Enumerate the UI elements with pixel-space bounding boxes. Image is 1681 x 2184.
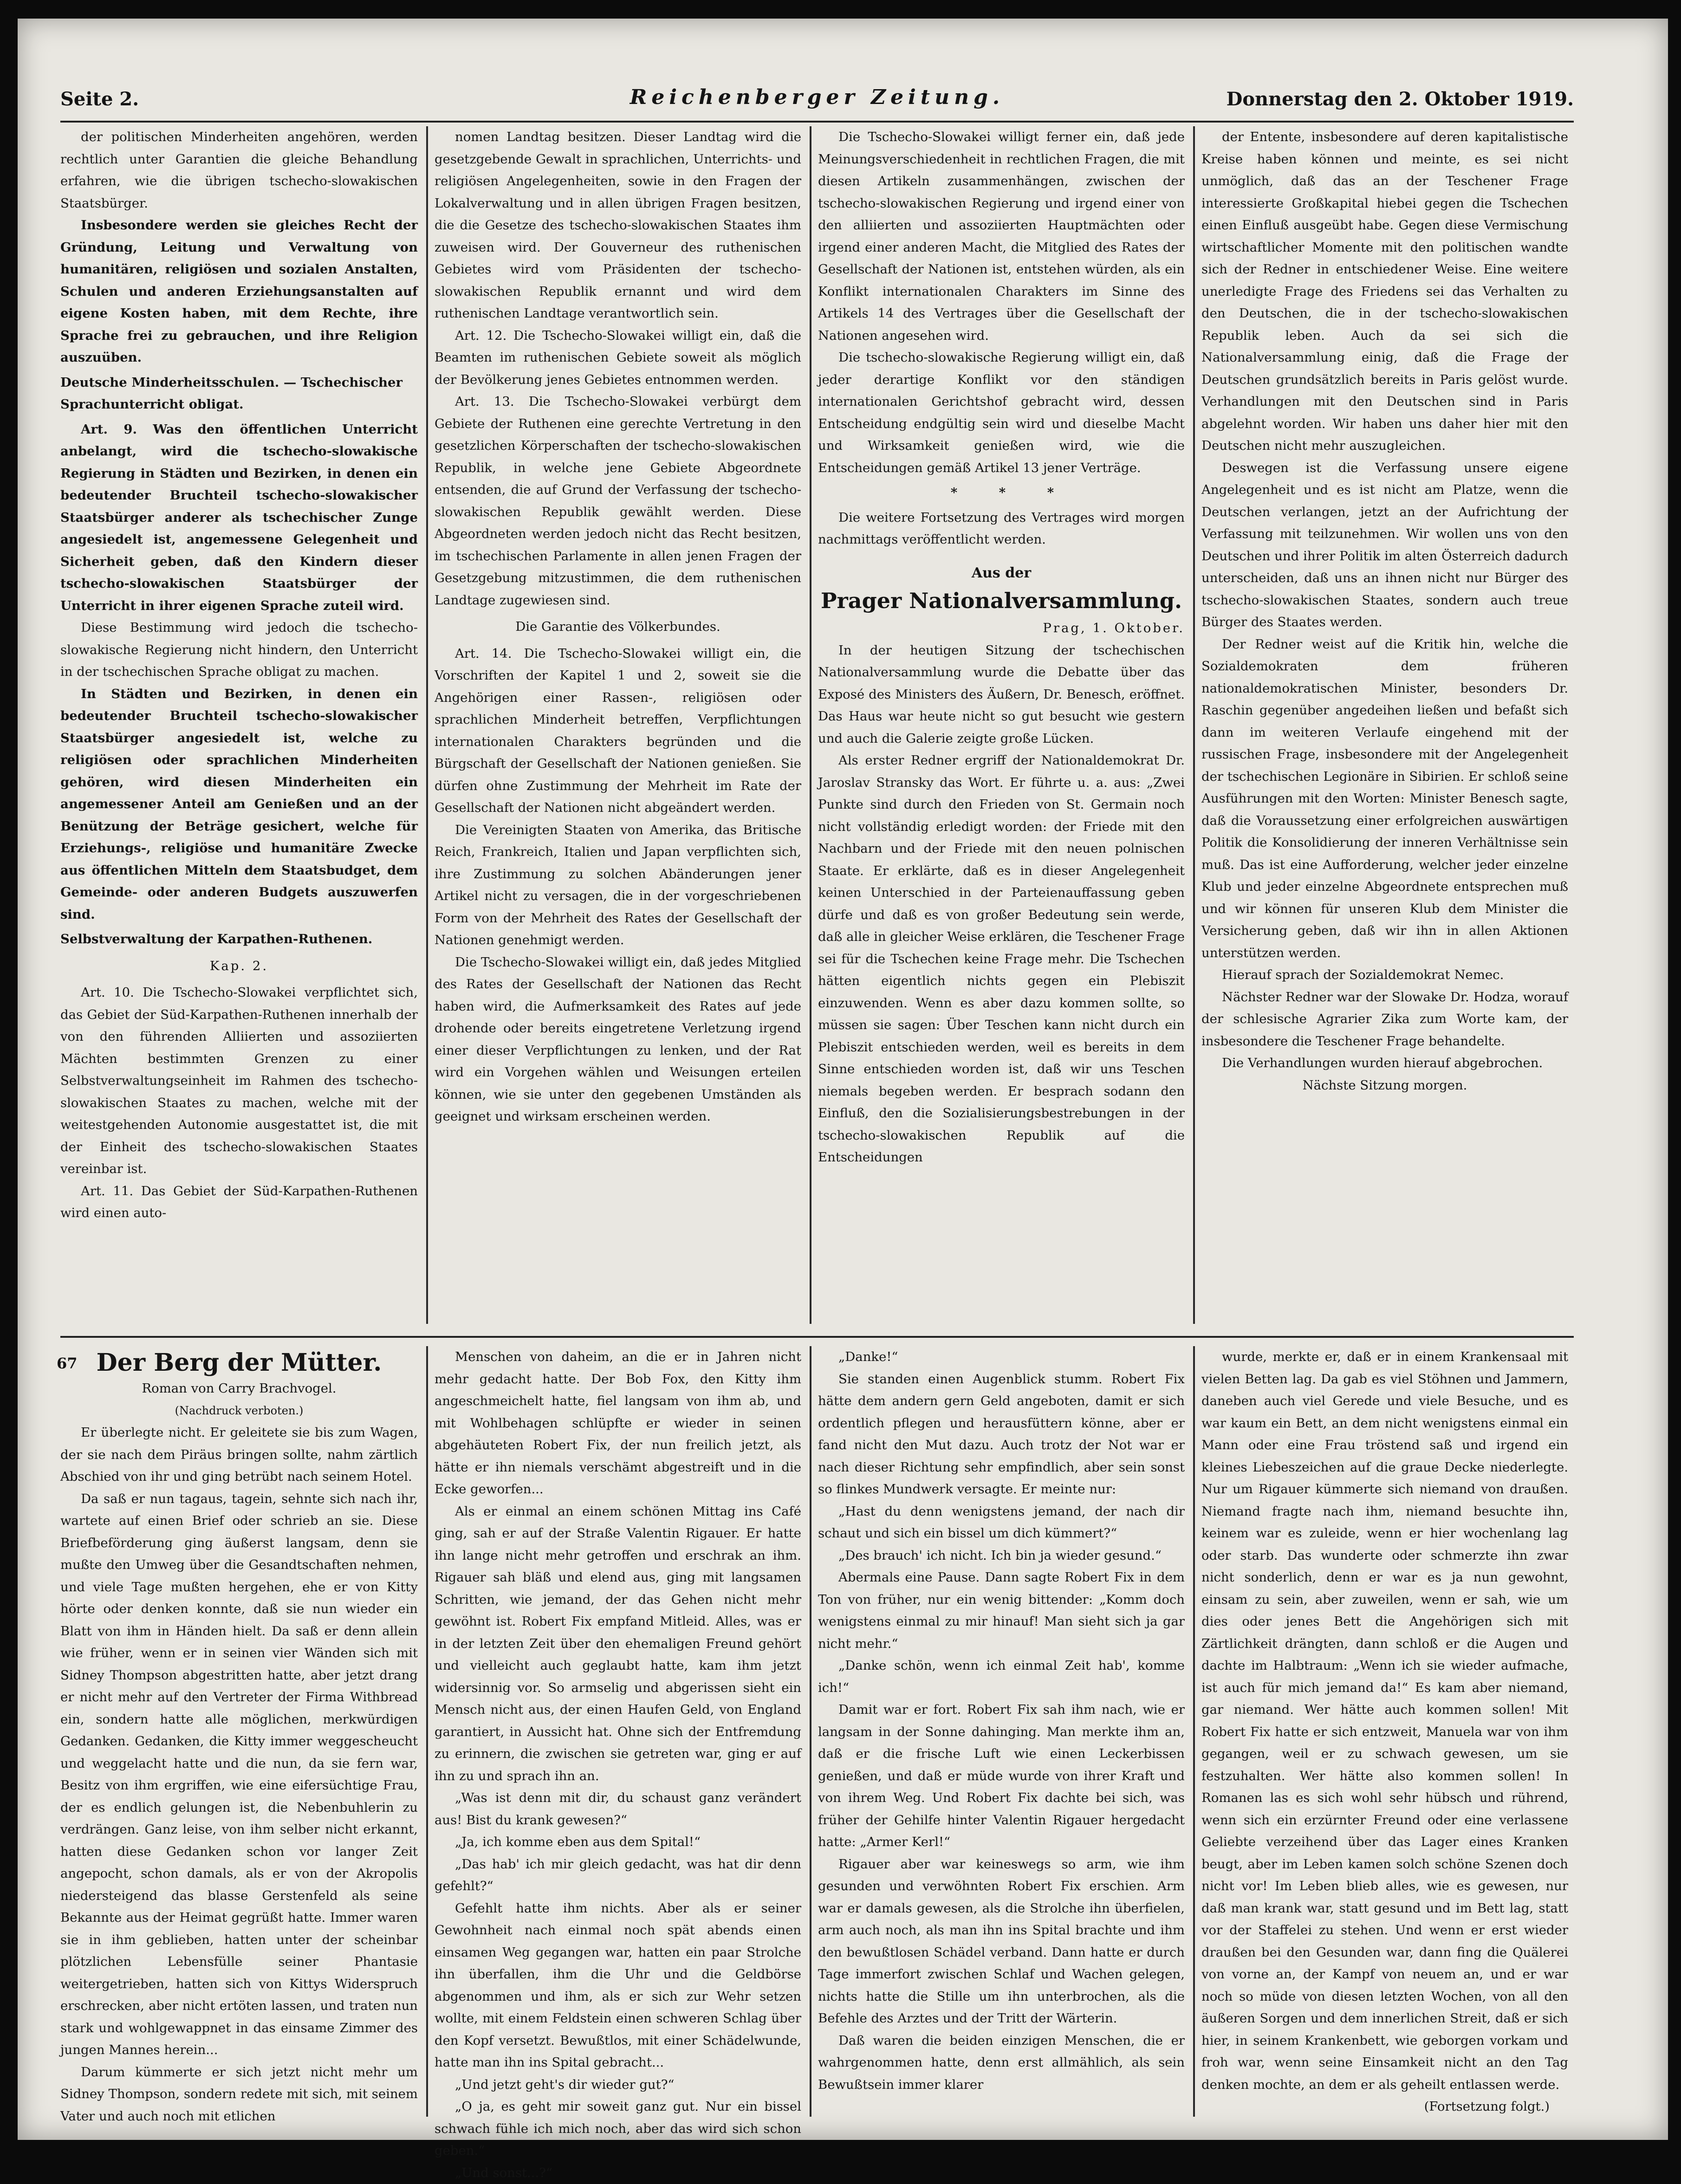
paragraph: Art. 12. Die Tschecho-Slowakei willigt ein, daß die Beamten im ruthenischen Gebiete soweit als möglich der Bevölkerung jenes Gebietes entnommen werden.	[435, 325, 801, 391]
page-number: Seite 2.	[60, 88, 139, 110]
paragraph: „Und sonst...?“	[435, 2162, 801, 2184]
paragraph: „O ja, es geht mir soweit ganz gut. Nur ein bissel schwach fühle ich mich noch, aber das wird sich schon geben.“	[435, 2096, 801, 2162]
paragraph: Er überlegte nicht. Er geleitete sie bis zum Wagen, der sie nach dem Piräus bringen sollte, nahm zärtlich Abschied von ihr und ging betrübt nach seinem Hotel.	[60, 1422, 418, 1488]
paragraph: Die Tschecho-Slowakei willigt ein, daß jedes Mitglied des Rates der Gesellschaft der Nationen das Recht haben wird, die Aufmerksamkeit des Rates auf jede drohende oder bereits eingetretene Verletzung irgend einer dieser Verpflichtungen zu lenken, und der Rat wird ein Vorgehen wählen und Weisungen erteilen können, wie sie unter den gegebenen Umständen als geeignet und wirksam erscheinen werden.	[435, 952, 801, 1128]
paragraph: Art. 14. Die Tschecho-Slowakei willigt ein, die Vorschriften der Kapitel 1 und 2, soweit sie die Angehörigen einer Rassen-, religiösen oder sprachlichen Minderheit betreffen, Verpflichtungen internationalen Charakters begründen und die Bürgschaft der Gesellschaft der Nationen genießen. Sie dürfen ohne Zustimmung der Mehrheit im Rate der Gesellschaft der Nationen nicht abgeändert werden.	[435, 643, 801, 819]
novel-column-2	[435, 1346, 801, 2117]
masthead	[60, 79, 1574, 123]
reprint-notice: (Nachdruck verboten.)	[60, 1400, 418, 1422]
paragraph: „Was ist denn mit dir, du schaust ganz verändert aus! Bist du krank gewesen?“	[435, 1787, 801, 1831]
novel-title: Der Berg der Mütter.	[60, 1348, 418, 1378]
paragraph: Die weitere Fortsetzung des Vertrages wird morgen nachmittags veröffentlicht werden.	[818, 507, 1185, 551]
issue-date: Donnerstag den 2. Oktober 1919.	[1227, 88, 1574, 110]
paragraph: Art. 13. Die Tschecho-Slowakei verbürgt dem Gebiete der Ruthenen eine gerechte Vertretung in den gesetzlichen Körperschaften der tschecho-slowakischen Republik, in welche jene Gebiete Abgeordnete entsenden, die auf Grund der Verfassung der tschecho-slowakischen Republik gewählt werden. Diese Abgeordneten werden jedoch nicht das Recht besitzen, im tschechischen Parlamente in allen jenen Fragen der Gesetzgebung mitzustimmen, die dem ruthenischen Landtage zugewiesen sind.	[435, 391, 801, 611]
paragraph: Der Redner weist auf die Kritik hin, welche die Sozialdemokraten dem früheren nationaldemokratischen Minister, besonders Dr. Raschin gegenüber angedeihen ließen und befaßt sich dann im weiteren Verlaufe eingehend mit der russischen Frage, insbesondere mit der Angelegenheit der tschechischen Legionäre in Sibirien. Er schloß seine Ausführungen mit den Worten: Minister Benesch sagte, daß die Voraussetzung einer erfolgreichen auswärtigen Politik die Konsolidierung der inneren Verhältnisse sein muß. Das ist eine Aufforderung, welcher jeder einzelne Klub und jeder einzelne Abgeordnete entsprechen muß und wir können für unseren Klub dem Minister die Versicherung geben, daß wir ihn in allen Aktionen unterstützen werden.	[1201, 634, 1568, 965]
paragraph: Menschen von daheim, an die er in Jahren nicht mehr gedacht hatte. Der Bob Fox, den Kitty ihm angeschmeichelt hatte, fiel langsam von ihm ab, und mit Wohlbehagen schlüpfte er wieder in seinen abgehäuteten Robert Fix, der nun freilich jetzt, als hätte er ihn niemals verschämt abgestreift und in die Ecke geworfen...	[435, 1346, 801, 1501]
paragraph: Nächste Sitzung morgen.	[1201, 1075, 1568, 1097]
paragraph: „Und jetzt geht's dir wieder gut?“	[435, 2074, 801, 2096]
paragraph: In Städten und Bezirken, in denen ein bedeutender Bruchteil tschecho-slowakischer Staatsbürger angesiedelt ist, welche zu religiösen oder sprachlichen Minderheiten gehören, wird diesen Minderheiten ein angemessener Anteil am Genießen und an der Benützung der Beträge gesichert, welche für Erziehungs-, religiöse und humanitäre Zwecke aus öffentlichen Mitteln dem Staatsbudget, dem Gemeinde- oder anderen Budgets auszuwerfen sind.	[60, 683, 418, 926]
paragraph: Hierauf sprach der Sozialdemokrat Nemec.	[1201, 964, 1568, 986]
paragraph: wurde, merkte er, daß er in einem Krankensaal mit vielen Betten lag. Da gab es viel Stöhnen und Jammern, daneben auch viel Gerede und viele Besuche, und es war kaum ein Bett, an dem nicht wenigstens einmal ein Mann oder eine Frau tröstend saß und irgend ein kleines Liebeszeichen auf die graue Decke niederlegte. Nur um Rigauer kümmerte sich niemand von draußen. Niemand fragte nach ihm, niemand besuchte ihn, keinem war es zuleide, wenn er hier wochenlang lag oder starb. Das wunderte oder schmerzte ihn zwar nicht sonderlich, denn er war es ja nun gewohnt, einsam zu sein, aber zuweilen, wenn er sah, wie um dies oder jenes Bett die Angehörigen sich mit Zärtlichkeit drängten, dann schloß er die Augen und dachte im Halbtraum: „Wenn ich sie wieder aufmache, ist auch für mich jemand da!“ Es kam aber niemand, gar niemand. Wer hätte auch kommen sollen! Mit Robert Fix hatte er sich entzweit, Manuela war von ihm gegangen, weil er zu schwach gewesen, um sie festzuhalten. Wer hätte also kommen sollen! In Romanen las es sich wohl sehr hübsch und rührend, wenn sich ein erzürnter Freund oder eine verlassene Geliebte verzeihend über das Lager eines Kranken beugt, aber im Leben kamen solch schöne Szenen doch nicht vor! Im Leben blieb alles, wie es gewesen, nur daß man krank war, statt gesund und im Bett lag, statt vor der Staffelei zu stehen. Und wenn er erst wieder draußen bei den Gesunden war, dann fing die Quälerei von vorne an, der Kampf von neuem an, und er war noch so müde von diesen letzten Wochen, von all den äußeren Sorgen und dem innerlichen Streit, daß er sich hier, in seinem Krankenbett, wie geborgen vorkam und froh war, wenn seine Einsamkeit nicht an den Tag denken mochte, an dem er als geheilt entlassen werde.	[1201, 1346, 1568, 2096]
paragraph: Rigauer aber war keineswegs so arm, wie ihm gesunden und verwöhnten Robert Fix erschien. Arm war er damals gewesen, als die Strolche ihn überfielen, arm auch noch, als man ihn ins Spital brachte und ihm den bewußtlosen Schädel verband. Dann hatte er durch Tage immerfort zwischen Schlaf und Wachen gelegen, nichts hatte die Stille um ihn unterbrochen, als die Befehle des Arztes und der Tritt der Wärterin.	[818, 1853, 1185, 2030]
paragraph: „Danke schön, wenn ich einmal Zeit hab', komme ich!“	[818, 1655, 1185, 1699]
article-column-1	[60, 126, 418, 1324]
paragraph: Gefehlt hatte ihm nichts. Aber als er seiner Gewohnheit nach einmal noch spät abends einen einsamen Weg gegangen war, hatten ein paar Strolche ihn überfallen, ihm die Uhr und die Geldbörse abgenommen und ihm, als er sich zur Wehr setzen wollte, mit einem Feldstein einen schweren Schlag über den Kopf versetzt. Bewußtlos, mit einer Schädelwunde, hatte man ihn ins Spital gebracht...	[435, 1898, 801, 2074]
paragraph: Damit war er fort. Robert Fix sah ihm nach, wie er langsam in der Sonne dahinging. Man merkte ihm an, daß er die frische Luft wie einen Leckerbissen genießen, und daß er müde wurde von ihrer Kraft und von ihrem Weg. Und Robert Fix dachte bei sich, was früher der Gehilfe hinter Valentin Rigauer hergedacht hatte: „Armer Kerl!“	[818, 1699, 1185, 1853]
paragraph: „Hast du denn wenigstens jemand, der nach dir schaut und sich ein bissel um dich kümmert?“	[818, 1501, 1185, 1545]
continued-note: (Fortsetzung folgt.)	[1201, 2096, 1568, 2118]
paragraph: In der heutigen Sitzung der tschechischen Nationalversammlung wurde die Debatte über das Exposé des Ministers des Äußern, Dr. Benesch, eröffnet. Das Haus war heute nicht so gut besucht wie gestern und auch die Galerie zeigte große Lücken.	[818, 640, 1185, 750]
paragraph: Art. 9. Was den öffentlichen Unterricht anbelangt, wird die tschecho-slowakische Regierung in Städten und Bezirken, in denen ein bedeutender Bruchteil tschecho-slowakischer Staatsbürger anderer als tschechischer Zunge angesiedelt ist, angemessene Gelegenheit und Sicherheit geben, daß den Kindern dieser tschecho-slowakischen Staatsbürger der Unterricht in ihrer eigenen Sprache zuteil wird.	[60, 419, 418, 617]
paragraph: Die Tschecho-Slowakei willigt ferner ein, daß jede Meinungsverschiedenheit in rechtlichen Fragen, die mit diesen Artikeln zusammenhängen, zwischen der tschecho-slowakischen Regierung und irgend einer von den alliierten und assoziierten Hauptmächten oder irgend einer anderen Macht, die Mitglied des Rates der Gesellschaft der Nationen ist, entstehen würden, als ein Konflikt internationalen Charakters im Sinne des Artikels 14 des Vertrages über die Gesellschaft der Nationen angesehen wird.	[818, 126, 1185, 347]
column-divider	[426, 126, 428, 1324]
paragraph: „Danke!“	[818, 1346, 1185, 1368]
column-divider	[810, 126, 811, 1324]
column-divider	[426, 1346, 428, 2117]
paragraph: Diese Bestimmung wird jedoch die tschecho-slowakische Regierung nicht hindern, den Unterricht in der tschechischen Sprache obligat zu machen.	[60, 617, 418, 683]
paragraph: Als er einmal an einem schönen Mittag ins Café ging, sah er auf der Straße Valentin Rigauer. Er hatte ihn lange nicht mehr getroffen und erschrak an ihm. Rigauer sah bläß und elend aus, ging mit langsamen Schritten, wie jemand, der das Gehen nicht mehr gewöhnt ist. Robert Fix empfand Mitleid. Alles, was er in der letzten Zeit über den ehemaligen Freund gehört und vielleicht auch geglaubt hatte, kam ihm jetzt widersinnig vor. So armselig und abgerissen sieht ein Mensch nicht aus, der einen Haufen Geld, von England garantiert, in Aussicht hat. Ohne sich der Entfremdung zu erinnern, die zwischen sie getreten war, ging er auf ihn zu und sprach ihn an.	[435, 1501, 801, 1788]
paragraph: Darum kümmerte er sich jetzt nicht mehr um Sidney Thompson, sondern redete mit sich, mit seinem Vater und auch noch mit etlichen	[60, 2061, 418, 2128]
paragraph: Kap. 2.	[60, 955, 418, 978]
paragraph: Die Garantie des Völkerbundes.	[435, 616, 801, 638]
paragraph: Daß waren die beiden einzigen Menschen, die er wahrgenommen hatte, denn erst allmählich, als sein Bewußtsein immer klarer	[818, 2030, 1185, 2096]
column-divider	[1193, 126, 1195, 1324]
newspaper-title: Reichenberger Zeitung.	[60, 85, 1574, 109]
column-divider	[1193, 1346, 1195, 2117]
paragraph: Die Vereinigten Staaten von Amerika, das Britische Reich, Frankreich, Italien und Japan verpflichten sich, ihre Zustimmung zu solchen Abänderungen jener Artikel nicht zu versagen, die in der vorgeschriebenen Form von der Mehrheit des Rates der Gesellschaft der Nationen genehmigt werden.	[435, 819, 801, 952]
paragraph: der Entente, insbesondere auf deren kapitalistische Kreise haben können und meinte, es sei nicht unmöglich, daß das an der Teschener Frage interessierte Großkapital hiebei gegen die Tschechen einen Einfluß ausgeübt habe. Gegen diese Vermischung wirtschaftlicher Momente mit den politischen wandte sich der Redner in entschiedener Weise. Eine weitere unerledigte Frage des Friedens sei das Verhalten zu den Deutschen, die in der tschecho-slowakischen Republik leben. Auch da sei sich die Nationalversammlung einig, daß die Frage der Deutschen grundsätzlich bereits in Paris gelöst wurde. Verhandlungen mit den Deutschen sind in Paris abgelehnt worden. Wir haben uns daher hier mit den Deutschen nicht mehr auszugleichen.	[1201, 126, 1568, 457]
paragraph: Die tschecho-slowakische Regierung willigt ein, daß jeder derartige Konflikt vor den ständigen internationalen Gerichtshof gebracht wird, dessen Entscheidung endgültig sein wird und dieselbe Macht und Wirksamkeit genießen wird, wie die Entscheidungen gemäß Artikel 13 jener Verträge.	[818, 347, 1185, 479]
paragraph: Selbstverwaltung der Karpathen-Ruthenen.	[60, 928, 418, 951]
paragraph: Prag, 1. Oktober.	[818, 617, 1185, 640]
paragraph: Prager Nationalversammlung.	[818, 587, 1185, 615]
newspaper-page	[18, 19, 1668, 2140]
paragraph: Aus der	[818, 562, 1185, 584]
article-column-2	[435, 126, 801, 1324]
paragraph: Nächster Redner war der Slowake Dr. Hodza, worauf der schlesische Agrarier Zika zum Worte kam, der insbesondere die Teschener Frage behandelte.	[1201, 986, 1568, 1053]
paragraph: Als erster Redner ergriff der Nationaldemokrat Dr. Jaroslav Stransky das Wort. Er führte u. a. aus: „Zwei Punkte sind durch den Frieden von St. Germain noch nicht vollständig erledigt worden: der Friede mit den Nachbarn und der Friede mit den neuen polnischen Staate. Er erklärte, daß es in dieser Angelegenheit keinen Unterschied in der Parteienauffassung geben dürfe und daß es von großer Bedeutung sein werde, daß alle in gleicher Weise erklären, die Teschener Frage sei für die Tschechen keine Frage mehr. Die Tschechen hätten eigentlich nichts gegen ein Plebiszit einzuwenden. Wenn es aber dazu kommen sollte, so müssen sie sagen: Über Teschen kann nicht durch ein Plebiszit entschieden werden, weil es bereits in dem Sinne entschieden worden ist, daß wir uns Teschen niemals begeben werden. Er besprach sodann den Einfluß, den die Sozialisierungsbestrebungen in der tschecho-slowakischen Republik auf die Entscheidungen	[818, 750, 1185, 1169]
article-column-3	[818, 126, 1185, 1324]
paragraph: Deutsche Minderheitsschulen. — Tschechischer Sprachunterricht obligat.	[60, 372, 418, 416]
paragraph: * * *	[818, 482, 1185, 504]
novel-author: Roman von Carry Brachvogel.	[60, 1378, 418, 1400]
paragraph: der politischen Minderheiten angehören, werden rechtlich unter Garantien die gleiche Behandlung erfahren, wie die übrigen tschecho-slowakischen Staatsbürger.	[60, 126, 418, 214]
paragraph: Deswegen ist die Verfassung unsere eigene Angelegenheit und es ist nicht am Platze, wenn die Deutschen verlangen, jetzt an der Aufrichtung der Verfassung mit teilzunehmen. Wir wollen uns von den Deutschen und ihrer Politik im alten Österreich dadurch unterscheiden, daß uns an ihnen nicht nur Bürger des tschecho-slowakischen Staates, sondern auch treue Bürger des Staates werden.	[1201, 457, 1568, 634]
column-divider	[810, 1346, 811, 2117]
paragraph: Art. 10. Die Tschecho-Slowakei verpflichtet sich, das Gebiet der Süd-Karpathen-Ruthenen innerhalb der von den führenden Alliierten und assoziierten Mächten bestimmten Grenzen zu einer Selbstverwaltungseinheit im Rahmen des tschecho-slowakischen Staates zu machen, welche mit der weitestgehenden Autonomie ausgestattet ist, die mit der Einheit des tschecho-slowakischen Staates vereinbar ist.	[60, 982, 418, 1180]
novel-column-3	[818, 1346, 1185, 2117]
paragraph: nomen Landtag besitzen. Dieser Landtag wird die gesetzgebende Gewalt in sprachlichen, Unterrichts- und religiösen Angelegenheiten, sowie in den Fragen der Lokalverwaltung und in allen übrigen Fragen besitzen, die die Gesetze des tschecho-slowakischen Staates ihm zuweisen wird. Der Gouverneur des ruthenischen Gebietes wird vom Präsidenten der tschecho-slowakischen Republik ernannt und wird dem ruthenischen Landtage verantwortlich sein.	[435, 126, 801, 325]
paragraph: Abermals eine Pause. Dann sagte Robert Fix in dem Ton von früher, nur ein wenig bittender: „Komm doch wenigstens einmal zu mir hinauf! Man sieht sich ja gar nicht mehr.“	[818, 1567, 1185, 1655]
paragraph: Sie standen einen Augenblick stumm. Robert Fix hätte dem andern gern Geld angeboten, damit er sich ordentlich pflegen und herausfüttern könne, aber er fand nicht den Mut dazu. Auch trotz der Not war er nach dieser Richtung sehr empfindlich, aber sein sonst so flinkes Mundwerk versagte. Er meinte nur:	[818, 1368, 1185, 1501]
paragraph: Die Verhandlungen wurden hierauf abgebrochen.	[1201, 1052, 1568, 1075]
paragraph: „Das hab' ich mir gleich gedacht, was hat dir denn gefehlt?“	[435, 1853, 801, 1898]
paragraph: „Ja, ich komme eben aus dem Spital!“	[435, 1831, 801, 1853]
paragraph: Da saß er nun tagaus, tagein, sehnte sich nach ihr, wartete auf einen Brief oder schrieb an sie. Diese Briefbeförderung ging äußerst langsam, denn sie mußte den Umweg über die Gesandtschaften nehmen, und viele Tage mußten hergehen, ehe er von Kitty hörte oder denken konnte, daß sie nun wieder ein Blatt von ihm in Händen hielt. Da saß er denn allein wie früher, wenn er in seinen vier Wänden sich mit Sidney Thompson abgestritten hatte, aber jetzt drang er nicht mehr auf den Vertreter der Firma Withbread ein, sondern hatte alle möglichen, merkwürdigen Gedanken. Gedanken, die Kitty immer weggescheucht und weggelacht hatte und die nun, da sie fern war, Besitz von ihm ergriffen, wie eine eifersüchtige Frau, der es endlich gelungen ist, die Nebenbuhlerin zu verdrängen. Ganz leise, von ihm selber nicht erkannt, hatten diese Gedanken schon vor langer Zeit angepocht, schon damals, als er von der Akropolis niedersteigend das blasse Gerstenfeld als seine Bekannte aus der Heimat gegrüßt hatte. Immer waren sie in ihm geblieben, hatten unter der scheinbar plötzlichen Lebensfülle seiner Phantasie weitergetrieben, hatten sich von Kittys Widerspruch erschrecken, aber nicht ertöten lassen, und traten nun stark und wohlgewappnet in das einsame Zimmer des jungen Mannes herein...	[60, 1488, 418, 2061]
paragraph: Art. 11. Das Gebiet der Süd-Karpathen-Ruthenen wird einen auto-	[60, 1180, 418, 1225]
novel-column-4	[1201, 1346, 1568, 2117]
article-column-4	[1201, 126, 1568, 1324]
paragraph: Insbesondere werden sie gleiches Recht der Gründung, Leitung und Verwaltung von humanitären, religiösen und sozialen Anstalten, Schulen und anderen Erziehungsanstalten auf eigene Kosten haben, mit dem Rechte, ihre Sprache frei zu gebrauchen, und ihre Religion auszuüben.	[60, 214, 418, 369]
paragraph: „Des brauch' ich nicht. Ich bin ja wieder gesund.“	[818, 1545, 1185, 1567]
novel-column-1	[60, 1346, 418, 2117]
section-divider	[60, 1336, 1574, 1338]
installment-number: 67	[57, 1353, 78, 1375]
